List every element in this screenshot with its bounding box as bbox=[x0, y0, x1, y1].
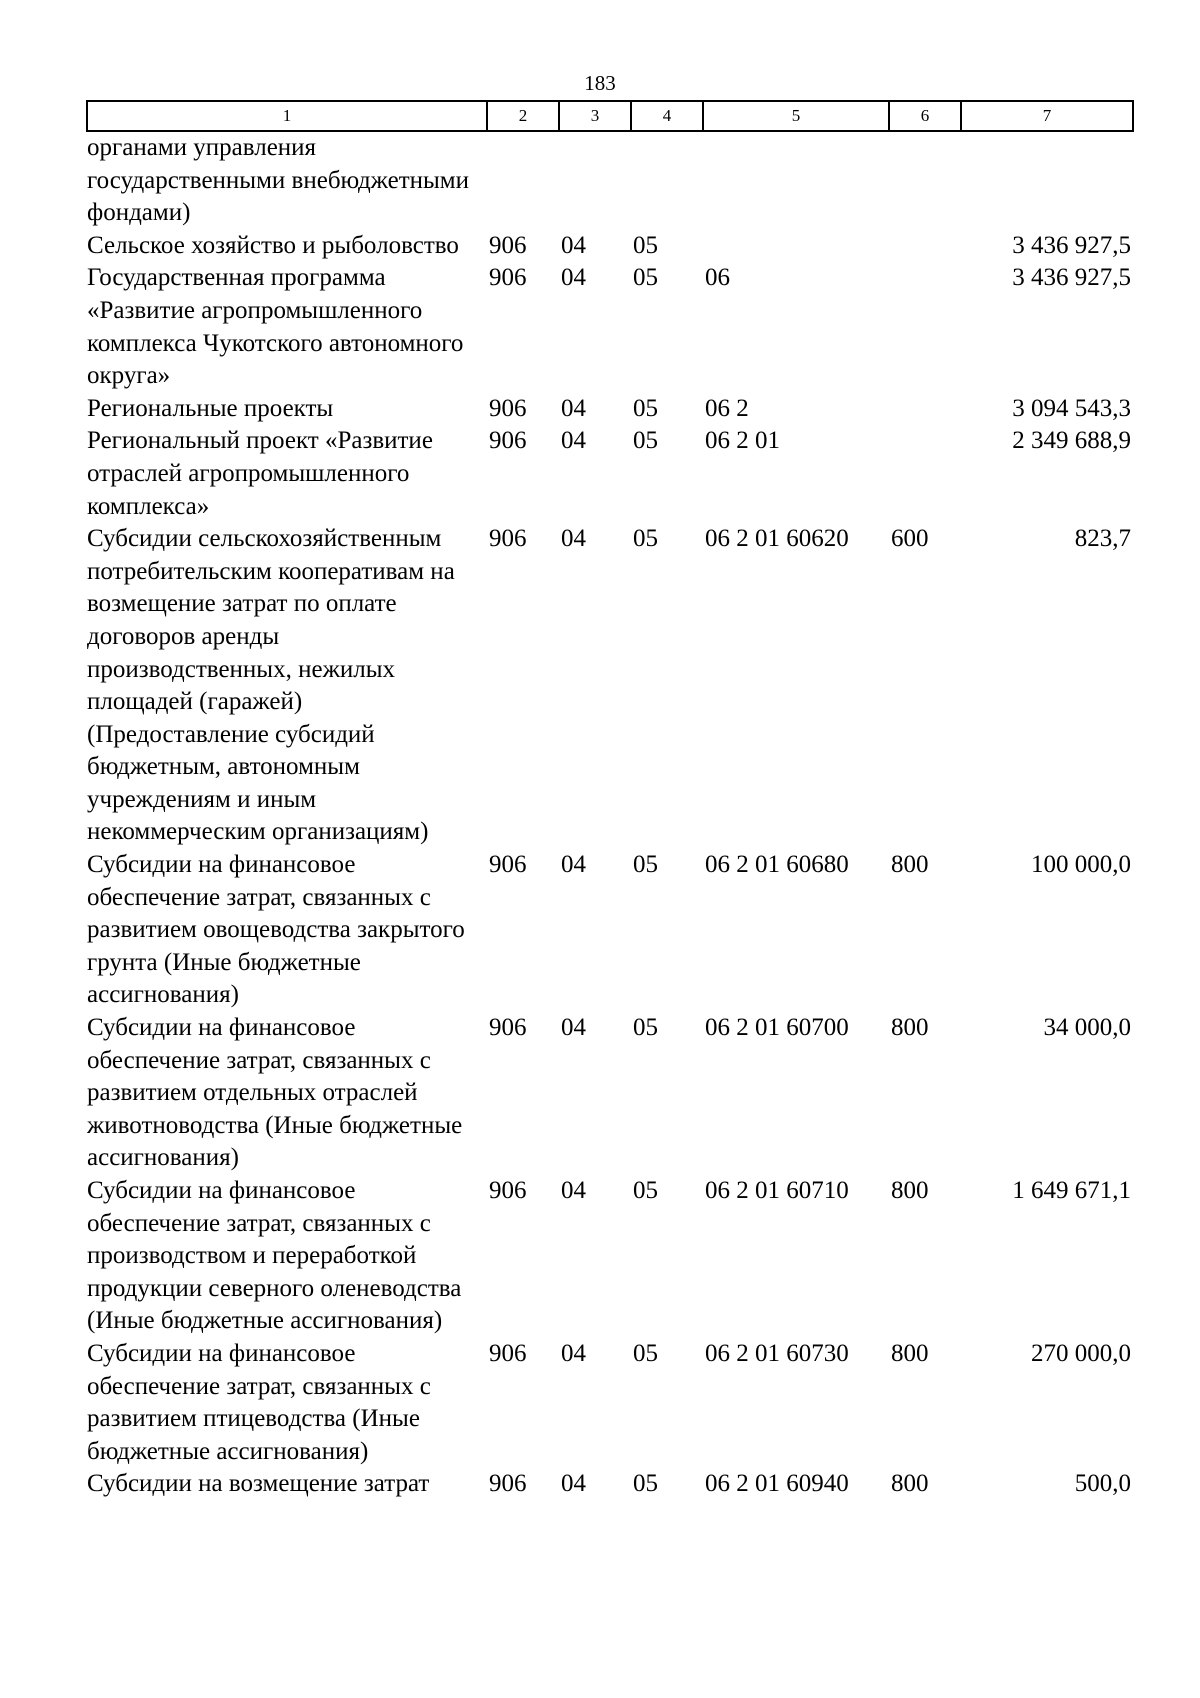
row-amount: 500,0 bbox=[1074, 1470, 1131, 1498]
row-subsection-code: 05 bbox=[633, 1177, 658, 1204]
row-department-code: 906 bbox=[489, 1014, 527, 1042]
row-department-code bbox=[487, 131, 559, 230]
row-expense-type-code: 800 bbox=[891, 1177, 929, 1204]
table-header bbox=[87, 101, 1133, 131]
row-name: Региональный проект «Развитие отраслей агропромышленного комплекса» bbox=[87, 427, 433, 520]
row-subsection-code: 05 bbox=[633, 394, 658, 422]
row-amount: 2 349 688,9 bbox=[1012, 427, 1131, 455]
column-number-5: 5 bbox=[703, 101, 889, 131]
row-name: Субсидии на возмещение затрат bbox=[87, 1470, 430, 1498]
row-section-code: 04 bbox=[561, 1470, 586, 1498]
budget-table bbox=[86, 100, 1134, 1501]
row-target-article-code: 06 2 01 60700 bbox=[705, 1014, 849, 1042]
row-name: Субсидии на финансовое обеспечение затрат, связанных с развитием птицеводства (Иные бюджетные ассигнования) bbox=[87, 1339, 431, 1465]
row-expense-type-code: 600 bbox=[891, 525, 929, 553]
row-department-code: 906 bbox=[489, 1470, 527, 1498]
row-amount: 100 000,0 bbox=[1031, 851, 1131, 879]
row-expense-type-code: 800 bbox=[891, 1339, 929, 1367]
row-department-code: 906 bbox=[489, 394, 527, 422]
table-row bbox=[87, 1175, 1133, 1338]
table-row bbox=[87, 425, 1133, 523]
column-number-6: 6 bbox=[889, 101, 961, 131]
column-number-2: 2 bbox=[487, 101, 559, 131]
column-number-4: 4 bbox=[631, 101, 703, 131]
column-number-1: 1 bbox=[87, 101, 487, 131]
table-row bbox=[87, 262, 1133, 392]
row-amount: 34 000,0 bbox=[1043, 1014, 1131, 1042]
row-department-code: 906 bbox=[489, 1177, 527, 1204]
row-section-code: 04 bbox=[561, 427, 586, 455]
row-subsection-code: 05 bbox=[633, 264, 658, 292]
row-expense-type-code bbox=[889, 131, 961, 230]
row-section-code: 04 bbox=[561, 394, 586, 422]
table-row bbox=[87, 849, 1133, 1012]
column-number-7: 7 bbox=[961, 101, 1133, 131]
table-row bbox=[87, 1468, 1133, 1501]
row-name: Сельское хозяйство и рыболовство bbox=[87, 231, 459, 259]
row-department-code: 906 bbox=[489, 525, 527, 553]
row-subsection-code: 05 bbox=[633, 1014, 658, 1042]
row-amount: 270 000,0 bbox=[1031, 1339, 1131, 1367]
row-section-code: 04 bbox=[561, 1177, 586, 1204]
row-section-code: 04 bbox=[561, 1014, 586, 1042]
row-subsection-code: 05 bbox=[633, 851, 658, 879]
row-target-article-code: 06 2 01 60620 bbox=[705, 525, 849, 553]
table-row bbox=[87, 230, 1133, 263]
row-expense-type-code bbox=[889, 230, 961, 263]
row-name: Субсидии сельскохозяйственным потребительским кооперативам на возмещение затрат по оплате договоров аренды производственных, нежилых площадей (гаражей) (Предоставление субсидий бюджетным, автономным учреждениям и иным некоммерческим организациям) bbox=[87, 525, 455, 846]
row-expense-type-code: 800 bbox=[891, 1470, 929, 1498]
row-target-article-code: 06 2 bbox=[705, 394, 749, 422]
row-section-code: 04 bbox=[561, 231, 586, 259]
column-number-row bbox=[87, 101, 1133, 131]
table-row bbox=[87, 523, 1133, 849]
row-target-article-code bbox=[703, 230, 889, 263]
row-department-code: 906 bbox=[489, 1339, 527, 1367]
table-row bbox=[87, 393, 1133, 426]
table-body bbox=[87, 131, 1133, 1501]
row-name: Субсидии на финансовое обеспечение затрат, связанных с развитием овощеводства закрытого грунта (Иные бюджетные ассигнования) bbox=[87, 851, 465, 1009]
row-name: Государственная программа «Развитие агропромышленного комплекса Чукотского автономного округа» bbox=[87, 264, 464, 390]
row-name: органами управления государственными внебюджетными фондами) bbox=[87, 134, 470, 227]
row-name: Субсидии на финансовое обеспечение затрат, связанных с производством и переработкой продукции северного оленеводства (Иные бюджетные ассигнования) bbox=[87, 1177, 462, 1335]
row-subsection-code: 05 bbox=[633, 427, 658, 455]
row-name: Субсидии на финансовое обеспечение затрат, связанных с развитием отдельных отраслей животноводства (Иные бюджетные ассигнования) bbox=[87, 1014, 463, 1172]
row-target-article-code: 06 2 01 bbox=[705, 427, 780, 455]
row-expense-type-code: 800 bbox=[891, 851, 929, 879]
row-section-code bbox=[559, 131, 631, 230]
row-amount: 3 094 543,3 bbox=[1012, 394, 1131, 422]
row-amount: 3 436 927,5 bbox=[1012, 264, 1131, 292]
row-department-code: 906 bbox=[489, 851, 527, 879]
row-department-code: 906 bbox=[489, 427, 527, 455]
row-target-article-code: 06 2 01 60710 bbox=[705, 1177, 849, 1204]
row-expense-type-code bbox=[889, 425, 961, 523]
row-amount: 1 649 671,1 bbox=[1012, 1177, 1131, 1204]
row-section-code: 04 bbox=[561, 1339, 586, 1367]
row-target-article-code: 06 bbox=[705, 264, 730, 292]
row-department-code: 906 bbox=[489, 264, 527, 292]
row-section-code: 04 bbox=[561, 525, 586, 553]
row-amount bbox=[961, 131, 1133, 230]
row-subsection-code bbox=[631, 131, 703, 230]
row-target-article-code bbox=[703, 131, 889, 230]
row-name: Региональные проекты bbox=[87, 394, 334, 422]
row-subsection-code: 05 bbox=[633, 1470, 658, 1498]
row-amount: 823,7 bbox=[1074, 525, 1131, 553]
table-row bbox=[87, 1338, 1133, 1468]
row-expense-type-code: 800 bbox=[891, 1014, 929, 1042]
table-row bbox=[87, 131, 1133, 230]
page-number: 183 bbox=[584, 71, 616, 95]
row-section-code: 04 bbox=[561, 264, 586, 292]
row-target-article-code: 06 2 01 60940 bbox=[705, 1470, 849, 1498]
row-subsection-code: 05 bbox=[633, 525, 658, 553]
row-target-article-code: 06 2 01 60730 bbox=[705, 1339, 849, 1367]
row-subsection-code: 05 bbox=[633, 231, 658, 259]
row-expense-type-code bbox=[889, 393, 961, 426]
row-department-code: 906 bbox=[489, 231, 527, 259]
row-section-code: 04 bbox=[561, 851, 586, 879]
column-number-3: 3 bbox=[559, 101, 631, 131]
row-amount: 3 436 927,5 bbox=[1012, 231, 1131, 259]
table-row bbox=[87, 1012, 1133, 1175]
row-target-article-code: 06 2 01 60680 bbox=[705, 851, 849, 879]
row-subsection-code: 05 bbox=[633, 1339, 658, 1367]
row-expense-type-code bbox=[889, 262, 961, 392]
